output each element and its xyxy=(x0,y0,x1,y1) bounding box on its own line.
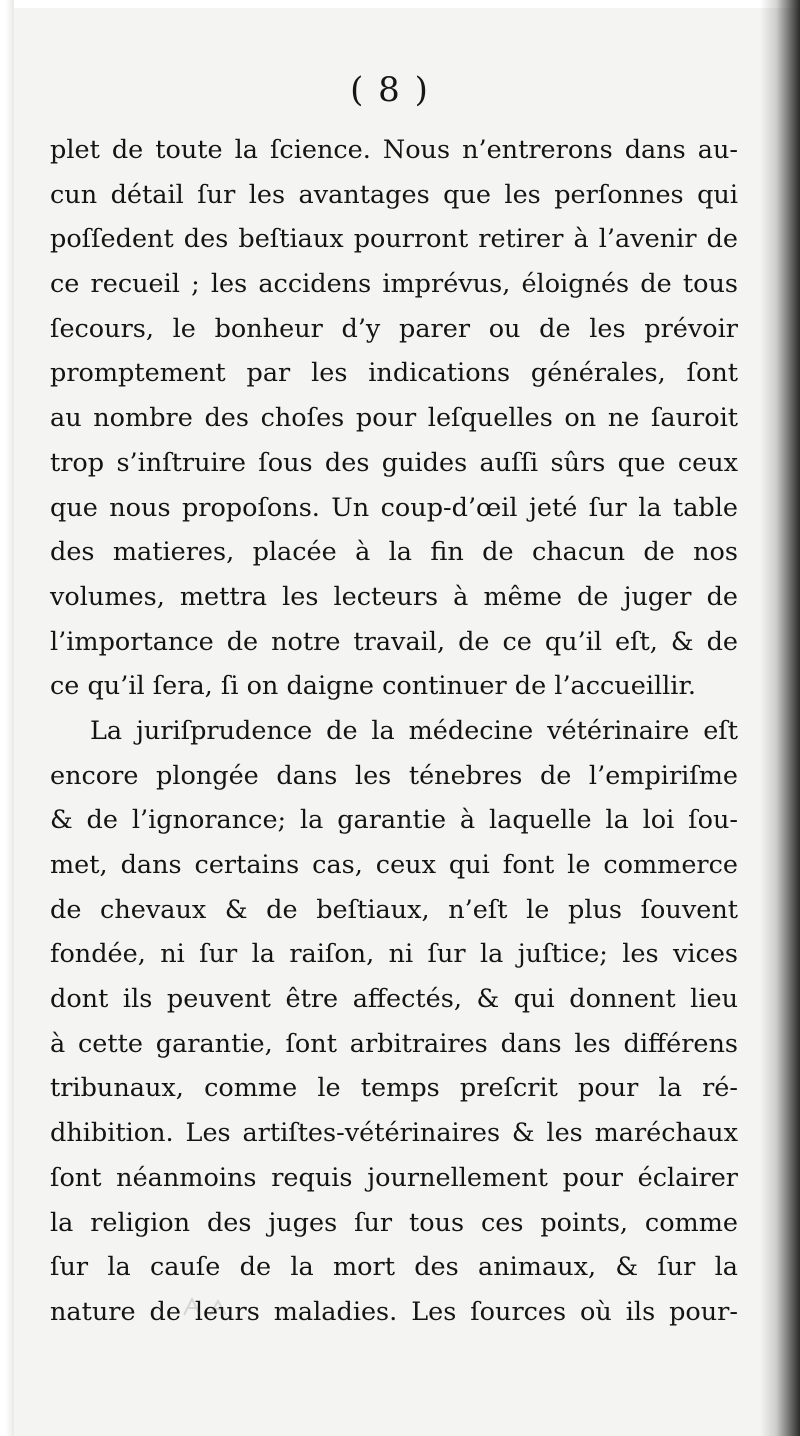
text-line: cun détail ſur les avantages que les perſonnes qui xyxy=(50,179,738,210)
text-line: dont ils peuvent être affectés, & qui donnent lieu xyxy=(50,984,738,1015)
text-line: promptement par les indications générales, ſont xyxy=(50,358,738,389)
text-line: nature de leurs maladies. Les ſources où ils pour- xyxy=(50,1296,738,1327)
text-line: plet de toute la ſcience. Nous n’entrerons dans au- xyxy=(50,135,738,165)
text-line: à cette garantie, ſont arbitraires dans les différens xyxy=(50,1028,738,1059)
page-gutter-shadow xyxy=(760,0,800,1436)
text-line: de chevaux & de beſtiaux, n’eſt le plus ſouvent xyxy=(50,894,738,925)
body-text xyxy=(50,128,738,1335)
text-line: encore plongée dans les ténebres de l’empiriſme xyxy=(50,760,738,791)
text-line: ce recueil ; les accidens imprévus, éloignés de tous xyxy=(50,269,738,300)
text-line: tribunaux, comme le temps preſcrit pour la ré- xyxy=(50,1073,738,1104)
text-line: des matieres, placée à la fin de chacun de nos xyxy=(50,537,738,568)
text-line: au nombre des choſes pour leſquelles on ne ſauroit xyxy=(50,403,738,434)
text-line: & de l’ignorance; la garantie à laquelle la loi ſou- xyxy=(50,805,738,836)
text-line: ſont néanmoins requis journellement pour éclairer xyxy=(50,1162,738,1193)
text-line: dhibition. Les artiſtes-vétérinaires & les maréchaux xyxy=(50,1118,738,1149)
paragraph-end-line: ce qu’il ſera, ſi on daigne continuer de l’accueillir. xyxy=(50,671,696,702)
text-line: volumes, mettra les lecteurs à même de juger de xyxy=(50,581,738,612)
ink-smudge xyxy=(180,1295,240,1319)
text-line: met, dans certains cas, ceux qui font le commerce xyxy=(50,850,738,880)
text-line: fondée, ni ſur la raiſon, ni ſur la juſtice; les vices xyxy=(50,939,738,970)
page-left-edge xyxy=(0,0,14,1436)
paragraph-start-line: La juriſprudence de la médecine vétérinaire eſt xyxy=(90,715,738,746)
page-number: ( 8 ) xyxy=(350,70,430,110)
text-line: trop s’inſtruire ſous des guides auſſi sûrs que ceux xyxy=(50,447,738,478)
text-line: la religion des juges ſur tous ces points, comme xyxy=(50,1207,738,1238)
text-line: l’importance de notre travail, de ce qu’il eſt, & de xyxy=(50,626,738,657)
text-line: ſur la cauſe de la mort des animaux, & ſur la xyxy=(50,1252,738,1283)
text-line: poſſedent des beſtiaux pourront retirer à l’avenir de xyxy=(50,224,738,255)
page-top-edge xyxy=(0,0,800,8)
text-line: que nous propoſons. Un coup-d’œil jeté ſur la table xyxy=(50,492,738,523)
text-line: ſecours, le bonheur d’y parer ou de les prévoir xyxy=(50,313,738,344)
